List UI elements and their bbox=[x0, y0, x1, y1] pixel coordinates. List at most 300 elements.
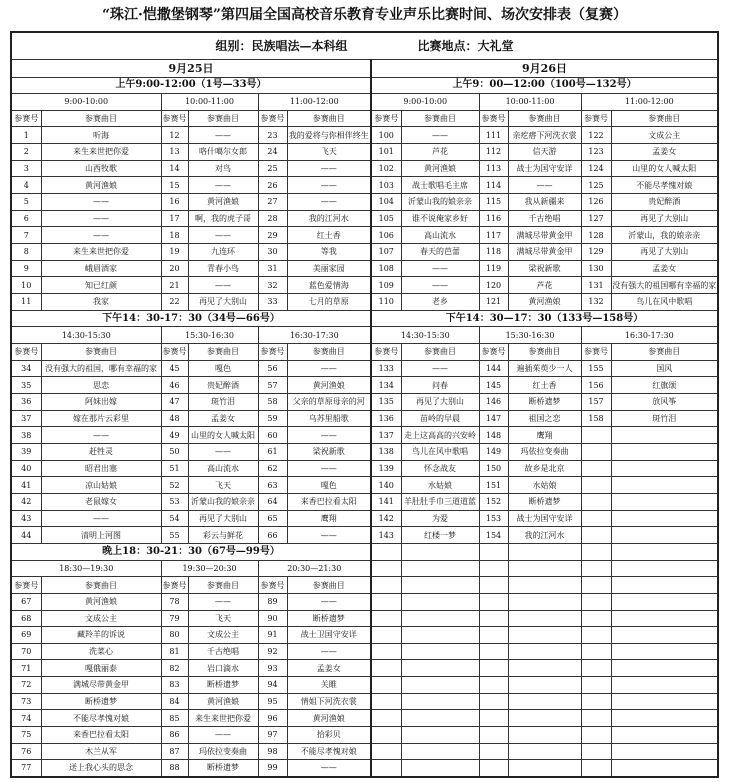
session-title: 下午14：30—17：30（133号—158号） bbox=[371, 310, 718, 327]
empty-cell bbox=[479, 543, 508, 560]
entry-number: 103 bbox=[371, 177, 401, 194]
entry-song: 关睢 bbox=[287, 677, 371, 694]
column-header-song: 参赛曲目 bbox=[287, 110, 371, 127]
entry-number: 49 bbox=[161, 427, 188, 444]
entry-song: 玛依拉变奏曲 bbox=[508, 443, 581, 460]
entry-number: 48 bbox=[161, 410, 188, 427]
entry-song: 蓝色爱情海 bbox=[287, 277, 371, 294]
table-row bbox=[11, 177, 718, 194]
empty-cell bbox=[581, 510, 611, 527]
info-row bbox=[11, 32, 718, 59]
entry-number: 118 bbox=[479, 244, 508, 261]
entry-number: 17 bbox=[161, 210, 188, 227]
column-header-number: 参赛号 bbox=[371, 344, 401, 361]
empty-cell bbox=[401, 710, 479, 727]
entry-number: 72 bbox=[11, 677, 41, 694]
entry-number: 26 bbox=[258, 177, 287, 194]
entry-song: 红旗颂 bbox=[611, 377, 718, 394]
entry-song: 我的江河水 bbox=[287, 210, 371, 227]
entry-song: 七月的草原 bbox=[287, 294, 371, 311]
table-row bbox=[11, 443, 718, 460]
entry-song: —— bbox=[508, 177, 581, 194]
table-row bbox=[11, 144, 718, 161]
entry-number: 61 bbox=[258, 443, 287, 460]
entry-song: 再见了大别山 bbox=[401, 393, 479, 410]
entry-number: 70 bbox=[11, 643, 41, 660]
table-row bbox=[11, 727, 718, 744]
empty-cell bbox=[581, 527, 611, 544]
entry-song: 没有强大的祖国哪有幸福的家 bbox=[611, 277, 718, 294]
empty-cell bbox=[371, 543, 401, 560]
entry-number: 45 bbox=[161, 360, 188, 377]
entry-song: 红土香 bbox=[508, 377, 581, 394]
entry-number: 36 bbox=[11, 393, 41, 410]
entry-song: 飞天 bbox=[188, 610, 258, 627]
entry-number: 146 bbox=[479, 393, 508, 410]
empty-cell bbox=[611, 743, 718, 760]
time-slot: 10:00-11:00 bbox=[479, 94, 581, 111]
entry-song: —— bbox=[287, 643, 371, 660]
column-header-song: 参赛曲目 bbox=[508, 344, 581, 361]
time-slot: 19:30—20:30 bbox=[161, 560, 258, 577]
entry-song: 满城尽带黄金甲 bbox=[508, 244, 581, 261]
entry-number: 130 bbox=[581, 260, 611, 277]
empty-cell bbox=[611, 477, 718, 494]
empty-cell bbox=[611, 427, 718, 444]
entry-song: 洗菜心 bbox=[41, 643, 161, 660]
entry-number: 8 bbox=[11, 244, 41, 261]
empty-cell bbox=[479, 743, 508, 760]
entry-number: 63 bbox=[258, 477, 287, 494]
empty-cell bbox=[611, 627, 718, 644]
entry-song: 藏羚羊的诉说 bbox=[41, 627, 161, 644]
empty-cell bbox=[611, 493, 718, 510]
entry-number: 121 bbox=[479, 294, 508, 311]
empty-cell bbox=[611, 760, 718, 777]
empty-cell bbox=[581, 727, 611, 744]
empty-cell bbox=[581, 627, 611, 644]
time-slot: 18:30—19:30 bbox=[11, 560, 161, 577]
empty-cell bbox=[371, 660, 401, 677]
entry-song: 战士卫国守安详 bbox=[287, 627, 371, 644]
empty-cell bbox=[401, 643, 479, 660]
entry-song: —— bbox=[188, 277, 258, 294]
entry-song: 梁祝新歌 bbox=[287, 443, 371, 460]
entry-song: 断桥遗梦 bbox=[287, 610, 371, 627]
entry-song: 来生来世把你爱 bbox=[41, 244, 161, 261]
entry-number: 84 bbox=[161, 693, 188, 710]
entry-number: 73 bbox=[11, 693, 41, 710]
entry-song: 再见了大别山 bbox=[611, 244, 718, 261]
entry-song: 嘎色 bbox=[287, 477, 371, 494]
table-row bbox=[11, 277, 718, 294]
column-header-song: 参赛曲目 bbox=[287, 344, 371, 361]
table-row bbox=[11, 677, 718, 694]
session-title: 晚上18：30-21：30（67号—99号） bbox=[11, 543, 371, 560]
entry-number: 11 bbox=[11, 294, 41, 311]
time-slot: 20:30—21:30 bbox=[258, 560, 371, 577]
entry-number: 93 bbox=[258, 660, 287, 677]
empty-cell bbox=[611, 610, 718, 627]
entry-song: —— bbox=[401, 360, 479, 377]
column-header-song: 参赛曲目 bbox=[611, 110, 718, 127]
entry-song: 黄河渔娘 bbox=[287, 377, 371, 394]
table-row bbox=[11, 294, 718, 311]
entry-number: 75 bbox=[11, 727, 41, 744]
schedule-table bbox=[10, 31, 719, 778]
entry-number: 30 bbox=[258, 244, 287, 261]
entry-number: 149 bbox=[479, 443, 508, 460]
entry-number: 88 bbox=[161, 760, 188, 777]
time-slot: 15:30-16:30 bbox=[161, 327, 258, 344]
entry-number: 2 bbox=[11, 144, 41, 161]
entry-song: 沂蒙山，我的娘亲亲 bbox=[611, 227, 718, 244]
entry-number: 28 bbox=[258, 210, 287, 227]
venue-label: 比赛地点：大礼堂 bbox=[417, 38, 514, 53]
entry-song: 嘎俄丽泰 bbox=[41, 660, 161, 677]
empty-cell bbox=[581, 560, 611, 577]
entry-number: 85 bbox=[161, 710, 188, 727]
entry-number: 71 bbox=[11, 660, 41, 677]
entry-song: 梁祝新歌 bbox=[508, 260, 581, 277]
entry-number: 113 bbox=[479, 160, 508, 177]
entry-number: 9 bbox=[11, 260, 41, 277]
column-header-number: 参赛号 bbox=[161, 344, 188, 361]
table-row bbox=[11, 643, 718, 660]
entry-number: 43 bbox=[11, 510, 41, 527]
entry-song: 千古绝唱 bbox=[188, 643, 258, 660]
entry-number: 141 bbox=[371, 493, 401, 510]
entry-number: 123 bbox=[581, 144, 611, 161]
time-slot-row bbox=[11, 560, 718, 577]
table-row bbox=[11, 460, 718, 477]
entry-song: 父亲的草原母亲的河 bbox=[287, 393, 371, 410]
entry-song: 岩口滴水 bbox=[188, 660, 258, 677]
entry-song: 飞天 bbox=[188, 477, 258, 494]
entry-song: 凉山姑娘 bbox=[41, 477, 161, 494]
entry-song: 水姑娘 bbox=[401, 477, 479, 494]
empty-cell bbox=[479, 693, 508, 710]
entry-number: 109 bbox=[371, 277, 401, 294]
entry-song: 峨眉酒家 bbox=[41, 260, 161, 277]
time-slot: 14:30-15:30 bbox=[371, 327, 479, 344]
table-row bbox=[11, 693, 718, 710]
entry-number: 14 bbox=[161, 160, 188, 177]
entry-number: 94 bbox=[258, 677, 287, 694]
entry-song: 孟姜女 bbox=[188, 410, 258, 427]
entry-song: 不能尽孝愧对娘 bbox=[41, 710, 161, 727]
entry-number: 147 bbox=[479, 410, 508, 427]
column-header-song: 参赛曲目 bbox=[508, 110, 581, 127]
time-slot: 9:00-10:00 bbox=[11, 94, 161, 111]
empty-cell bbox=[611, 727, 718, 744]
empty-cell bbox=[581, 643, 611, 660]
entry-song: 情姐下河洗衣裳 bbox=[287, 693, 371, 710]
entry-song: 老鼠嫁女 bbox=[41, 493, 161, 510]
empty-cell bbox=[371, 643, 401, 660]
column-header-number: 参赛号 bbox=[479, 344, 508, 361]
time-slot-row bbox=[11, 94, 718, 111]
empty-cell bbox=[581, 710, 611, 727]
entry-number: 19 bbox=[161, 244, 188, 261]
info-cell bbox=[11, 32, 718, 59]
table-row bbox=[11, 760, 718, 777]
entry-song: 山里的女人喊太阳 bbox=[611, 160, 718, 177]
column-header-number: 参赛号 bbox=[11, 577, 41, 594]
empty-cell bbox=[611, 677, 718, 694]
column-header-number: 参赛号 bbox=[258, 110, 287, 127]
entry-song: —— bbox=[287, 194, 371, 211]
table-row bbox=[11, 627, 718, 644]
entry-song: 红土香 bbox=[287, 227, 371, 244]
entry-song: 来生来世把你爱 bbox=[41, 144, 161, 161]
entry-number: 107 bbox=[371, 244, 401, 261]
session-row bbox=[11, 310, 718, 327]
entry-number: 20 bbox=[161, 260, 188, 277]
entry-number: 37 bbox=[11, 410, 41, 427]
entry-song: —— bbox=[401, 127, 479, 144]
entry-song: 怀念战友 bbox=[401, 460, 479, 477]
entry-number: 7 bbox=[11, 227, 41, 244]
entry-song: 鸟儿在风中歌唱 bbox=[401, 443, 479, 460]
entry-number: 139 bbox=[371, 460, 401, 477]
empty-cell bbox=[508, 543, 581, 560]
time-slot: 9:00-10:00 bbox=[371, 94, 479, 111]
column-header-song: 参赛曲目 bbox=[188, 577, 258, 594]
entry-number: 154 bbox=[479, 527, 508, 544]
table-row bbox=[11, 160, 718, 177]
time-slot: 11:00-12:00 bbox=[581, 94, 718, 111]
empty-cell bbox=[401, 560, 479, 577]
entry-number: 38 bbox=[11, 427, 41, 444]
empty-cell bbox=[611, 643, 718, 660]
entry-number: 120 bbox=[479, 277, 508, 294]
date-header: 9月26日 bbox=[371, 59, 718, 77]
time-slot: 14:30-15:30 bbox=[11, 327, 161, 344]
empty-cell bbox=[611, 593, 718, 610]
entry-song: 啊，我的虎子哥 bbox=[188, 210, 258, 227]
empty-cell bbox=[371, 760, 401, 777]
time-slot-row bbox=[11, 327, 718, 344]
entry-number: 153 bbox=[479, 510, 508, 527]
entry-song: 清明上河图 bbox=[41, 527, 161, 544]
column-header-song: 参赛曲目 bbox=[287, 577, 371, 594]
entry-song: 断桥遗梦 bbox=[508, 493, 581, 510]
entry-song: 昭君出塞 bbox=[41, 460, 161, 477]
empty-cell bbox=[371, 610, 401, 627]
time-slot: 16:30-17:30 bbox=[258, 327, 371, 344]
entry-song: 黄河渔娘 bbox=[41, 177, 161, 194]
column-header-number: 参赛号 bbox=[11, 344, 41, 361]
entry-song: 亲疙瘩下河洗衣裳 bbox=[508, 127, 581, 144]
entry-song: 贵妃醉酒 bbox=[611, 194, 718, 211]
entry-number: 152 bbox=[479, 493, 508, 510]
entry-number: 12 bbox=[161, 127, 188, 144]
column-header-number: 参赛号 bbox=[11, 110, 41, 127]
entry-number: 143 bbox=[371, 527, 401, 544]
entry-number: 87 bbox=[161, 743, 188, 760]
entry-number: 115 bbox=[479, 194, 508, 211]
entry-number: 132 bbox=[581, 294, 611, 311]
entry-number: 40 bbox=[11, 460, 41, 477]
entry-song: 文成公主 bbox=[41, 610, 161, 627]
empty-cell bbox=[508, 760, 581, 777]
entry-number: 111 bbox=[479, 127, 508, 144]
entry-song: 山西牧歌 bbox=[41, 160, 161, 177]
entry-song: 鹰翔 bbox=[508, 427, 581, 444]
entry-song: 问春 bbox=[401, 377, 479, 394]
entry-number: 76 bbox=[11, 743, 41, 760]
entry-number: 127 bbox=[581, 210, 611, 227]
entry-number: 104 bbox=[371, 194, 401, 211]
entry-number: 5 bbox=[11, 194, 41, 211]
entry-number: 83 bbox=[161, 677, 188, 694]
entry-song: 来生来世把你爱 bbox=[188, 710, 258, 727]
entry-number: 128 bbox=[581, 227, 611, 244]
entry-number: 60 bbox=[258, 427, 287, 444]
column-header-number: 参赛号 bbox=[581, 344, 611, 361]
empty-cell bbox=[611, 510, 718, 527]
entry-song: 谁不说俺家乡好 bbox=[401, 210, 479, 227]
table-row bbox=[11, 127, 718, 144]
entry-song: 芦花 bbox=[401, 144, 479, 161]
entry-song: 送上我心头的思念 bbox=[41, 760, 161, 777]
table-row bbox=[11, 710, 718, 727]
entry-song: —— bbox=[41, 510, 161, 527]
entry-song: 对鸟 bbox=[188, 160, 258, 177]
empty-cell bbox=[401, 760, 479, 777]
empty-cell bbox=[611, 710, 718, 727]
entry-song: —— bbox=[188, 127, 258, 144]
entry-number: 119 bbox=[479, 260, 508, 277]
entry-song: 高山流水 bbox=[401, 227, 479, 244]
empty-cell bbox=[508, 560, 581, 577]
column-header-number: 参赛号 bbox=[161, 577, 188, 594]
empty-cell bbox=[581, 427, 611, 444]
entry-song: 孟姜女 bbox=[611, 260, 718, 277]
entry-song: —— bbox=[41, 210, 161, 227]
empty-cell bbox=[371, 560, 401, 577]
entry-number: 131 bbox=[581, 277, 611, 294]
entry-song: 苗岭的早晨 bbox=[401, 410, 479, 427]
entry-number: 10 bbox=[11, 277, 41, 294]
empty-cell bbox=[371, 627, 401, 644]
empty-cell bbox=[479, 577, 508, 594]
empty-cell bbox=[508, 643, 581, 660]
empty-cell bbox=[581, 743, 611, 760]
empty-cell bbox=[371, 743, 401, 760]
table-row bbox=[11, 393, 718, 410]
empty-cell bbox=[508, 727, 581, 744]
column-header-number: 参赛号 bbox=[258, 577, 287, 594]
entry-song: 走上这高高的兴安岭 bbox=[401, 427, 479, 444]
entry-number: 67 bbox=[11, 593, 41, 610]
entry-number: 6 bbox=[11, 210, 41, 227]
entry-song: 嫁在那片云彩里 bbox=[41, 410, 161, 427]
entry-number: 54 bbox=[161, 510, 188, 527]
entry-number: 50 bbox=[161, 443, 188, 460]
column-header-song: 参赛曲目 bbox=[401, 344, 479, 361]
empty-cell bbox=[479, 627, 508, 644]
entry-song: 满城尽带黄金甲 bbox=[508, 227, 581, 244]
empty-cell bbox=[581, 443, 611, 460]
entry-number: 79 bbox=[161, 610, 188, 627]
entry-number: 156 bbox=[581, 377, 611, 394]
session-title: 上午9:00-12:00（1号—33号） bbox=[11, 77, 371, 94]
entry-song: 乌苏里船歌 bbox=[287, 410, 371, 427]
entry-number: 135 bbox=[371, 393, 401, 410]
empty-cell bbox=[508, 693, 581, 710]
entry-song: 九连环 bbox=[188, 244, 258, 261]
entry-song: 鹰翔 bbox=[287, 510, 371, 527]
entry-number: 62 bbox=[258, 460, 287, 477]
entry-number: 52 bbox=[161, 477, 188, 494]
empty-cell bbox=[401, 660, 479, 677]
entry-song: —— bbox=[401, 260, 479, 277]
entry-song: 文成公主 bbox=[188, 627, 258, 644]
group-label: 组别：民族唱法—本科组 bbox=[215, 38, 348, 53]
entry-song: 没有强大的祖国，哪有幸福的家 bbox=[41, 360, 161, 377]
table-row bbox=[11, 527, 718, 544]
column-header-row bbox=[11, 577, 718, 594]
entry-song: 黄河渔娘 bbox=[287, 710, 371, 727]
entry-song: 孟姜女 bbox=[611, 144, 718, 161]
entry-number: 16 bbox=[161, 194, 188, 211]
entry-number: 44 bbox=[11, 527, 41, 544]
empty-cell bbox=[479, 660, 508, 677]
entry-number: 98 bbox=[258, 743, 287, 760]
empty-cell bbox=[581, 477, 611, 494]
session-row bbox=[11, 543, 718, 560]
empty-cell bbox=[401, 593, 479, 610]
entry-number: 1 bbox=[11, 127, 41, 144]
entry-song: —— bbox=[287, 360, 371, 377]
entry-number: 42 bbox=[11, 493, 41, 510]
entry-song: 斑竹泪 bbox=[188, 393, 258, 410]
empty-cell bbox=[611, 543, 718, 560]
entry-number: 57 bbox=[258, 377, 287, 394]
entry-song: 春天的芭蕾 bbox=[401, 244, 479, 261]
entry-song: 等我 bbox=[287, 244, 371, 261]
entry-song: 阿妹出嫁 bbox=[41, 393, 161, 410]
entry-song: 断桥遗梦 bbox=[41, 693, 161, 710]
entry-number: 117 bbox=[479, 227, 508, 244]
empty-cell bbox=[611, 577, 718, 594]
entry-number: 80 bbox=[161, 627, 188, 644]
entry-song: —— bbox=[287, 160, 371, 177]
entry-song: 沂蒙山我的娘亲亲 bbox=[401, 194, 479, 211]
entry-song: 遍插茱萸少一人 bbox=[508, 360, 581, 377]
empty-cell bbox=[371, 577, 401, 594]
entry-song: 放风筝 bbox=[611, 393, 718, 410]
column-header-song: 参赛曲目 bbox=[188, 110, 258, 127]
column-header-number: 参赛号 bbox=[258, 344, 287, 361]
column-header-number: 参赛号 bbox=[371, 110, 401, 127]
column-header-song: 参赛曲目 bbox=[41, 344, 161, 361]
entry-number: 21 bbox=[161, 277, 188, 294]
entry-number: 124 bbox=[581, 160, 611, 177]
entry-song: 沂蒙山我的娘亲亲 bbox=[188, 493, 258, 510]
empty-cell bbox=[479, 560, 508, 577]
empty-cell bbox=[581, 760, 611, 777]
empty-cell bbox=[581, 577, 611, 594]
entry-number: 89 bbox=[258, 593, 287, 610]
entry-number: 142 bbox=[371, 510, 401, 527]
entry-number: 157 bbox=[581, 393, 611, 410]
column-header-song: 参赛曲目 bbox=[401, 110, 479, 127]
empty-cell bbox=[508, 660, 581, 677]
entry-number: 58 bbox=[258, 393, 287, 410]
